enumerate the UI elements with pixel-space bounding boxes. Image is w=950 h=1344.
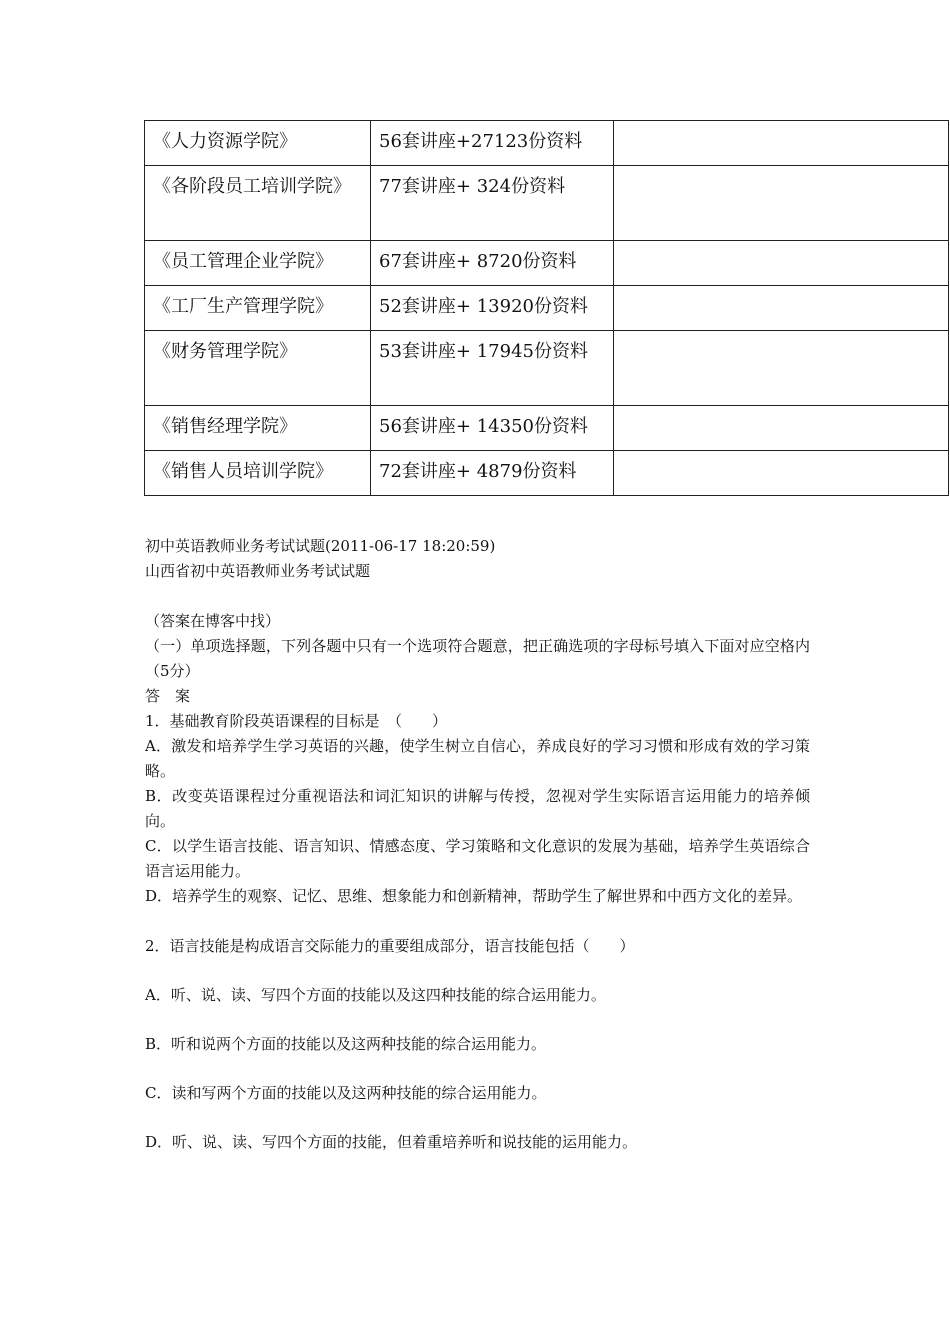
question-2-stem: 2．语言技能是构成语言交际能力的重要组成部分，语言技能包括（ ） xyxy=(145,937,635,955)
spacer xyxy=(145,909,810,934)
course-content-cell: 56套讲座+27123份资料 xyxy=(371,121,614,166)
course-content-cell: 67套讲座+ 8720份资料 xyxy=(371,241,614,286)
answer-note: （答案在博客中找） xyxy=(145,612,281,630)
table-row xyxy=(145,451,949,496)
course-extra-cell xyxy=(614,286,949,331)
course-extra-cell xyxy=(614,406,949,451)
course-name-cell: 《工厂生产管理学院》 xyxy=(145,286,371,331)
course-content-cell: 53套讲座+ 17945份资料 xyxy=(371,331,614,406)
question-1-option-b: B．改变英语课程过分重视语法和词汇知识的讲解与传授，忽视对学生实际语言运用能力的培养倾向。 xyxy=(145,787,810,830)
spacer xyxy=(145,584,810,609)
exam-title-line: 初中英语教师业务考试试题(2011-06-17 18:20:59) xyxy=(145,537,496,555)
course-name-cell: 《各阶段员工培训学院》 xyxy=(145,166,371,241)
question-1-option-d: D．培养学生的观察、记忆、思维、想象能力和创新精神，帮助学生了解世界和中西方文化的差异。 xyxy=(145,887,803,905)
course-extra-cell xyxy=(614,451,949,496)
exam-subtitle: 山西省初中英语教师业务考试试题 xyxy=(145,562,371,580)
course-extra-cell xyxy=(614,241,949,286)
question-2-option-b: B．听和说两个方面的技能以及这两种技能的综合运用能力。 xyxy=(145,1035,547,1053)
table-row xyxy=(145,241,949,286)
question-2-option-c: C．读和写两个方面的技能以及这两种技能的综合运用能力。 xyxy=(145,1084,547,1102)
course-name-cell: 《员工管理企业学院》 xyxy=(145,241,371,286)
table-row xyxy=(145,286,949,331)
course-content-cell: 56套讲座+ 14350份资料 xyxy=(371,406,614,451)
course-name-cell: 《人力资源学院》 xyxy=(145,121,371,166)
question-1-stem: 1．基础教育阶段英语课程的目标是 （ ） xyxy=(145,712,448,730)
table-row xyxy=(145,331,949,406)
question-1-option-a: A．激发和培养学生学习英语的兴趣，使学生树立自信心，养成良好的学习习惯和形成有效的学习策略。 xyxy=(145,737,810,780)
course-content-cell: 52套讲座+ 13920份资料 xyxy=(371,286,614,331)
course-content-cell: 77套讲座+ 324份资料 xyxy=(371,166,614,241)
course-extra-cell xyxy=(614,331,949,406)
course-content-cell: 72套讲座+ 4879份资料 xyxy=(371,451,614,496)
answer-label: 答 案 xyxy=(145,687,191,705)
question-2 xyxy=(145,934,810,1155)
course-name-cell: 《销售经理学院》 xyxy=(145,406,371,451)
table-row xyxy=(145,166,949,241)
question-2-option-a: A．听、说、读、写四个方面的技能以及这四种技能的综合运用能力。 xyxy=(145,986,606,1004)
course-name-cell: 《财务管理学院》 xyxy=(145,331,371,406)
question-1-option-c: C．以学生语言技能、语言知识、情感态度、学习策略和文化意识的发展为基础，培养学生英语综合语言运用能力。 xyxy=(145,837,810,880)
course-name-cell: 《销售人员培训学院》 xyxy=(145,451,371,496)
exam-text xyxy=(145,534,810,1179)
course-extra-cell xyxy=(614,166,949,241)
section-intro: （一）单项选择题，下列各题中只有一个选项符合题意，把正确选项的字母标号填入下面对应空格内（5分） xyxy=(145,637,810,680)
table-row xyxy=(145,406,949,451)
course-table xyxy=(144,120,949,496)
course-extra-cell xyxy=(614,121,949,166)
table-row xyxy=(145,121,949,166)
question-2-option-d: D．听、说、读、写四个方面的技能，但着重培养听和说技能的运用能力。 xyxy=(145,1133,638,1151)
